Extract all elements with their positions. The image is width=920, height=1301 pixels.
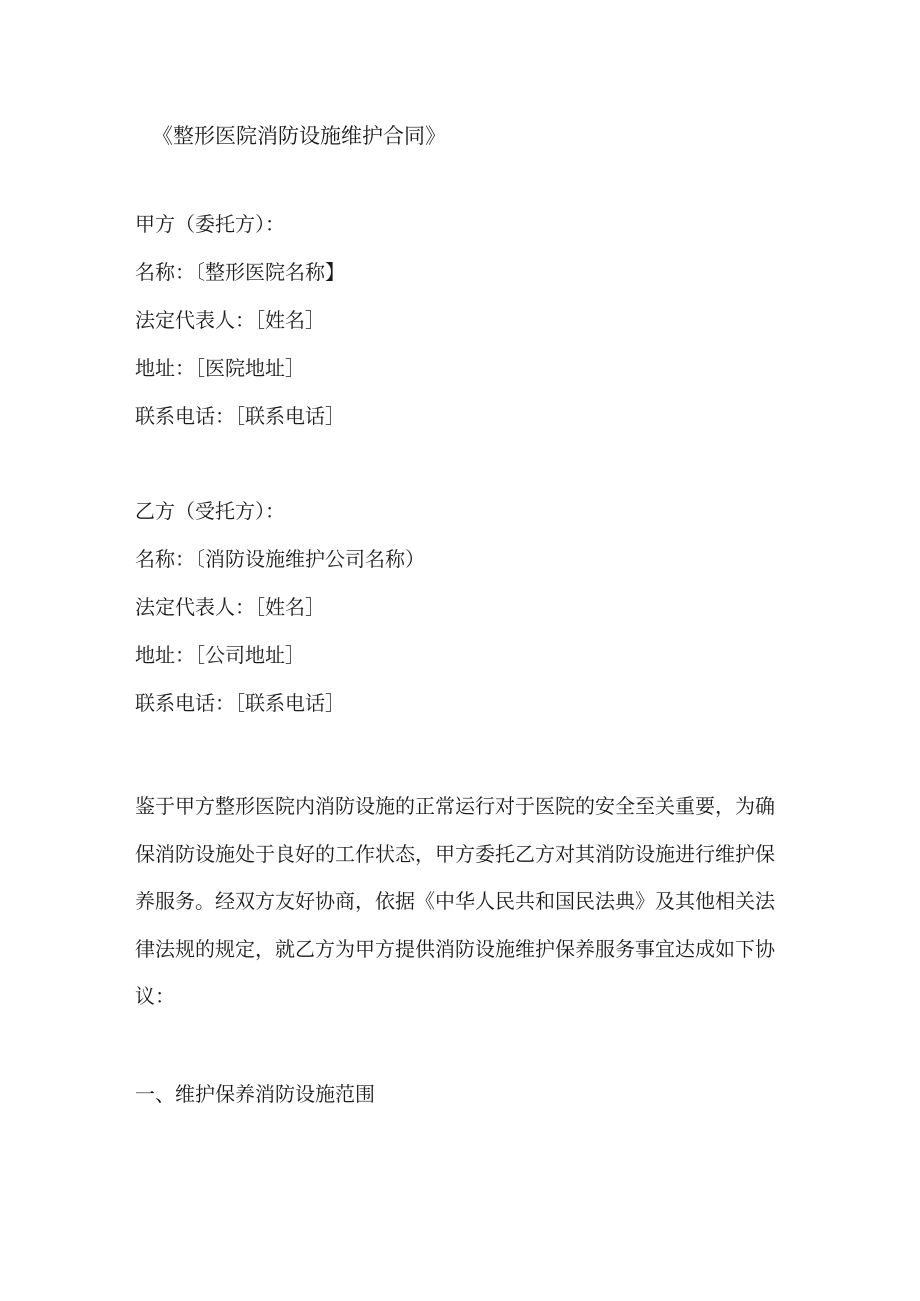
document-title: 《整形医院消防设施维护合同》 <box>152 124 446 148</box>
party-a-address: 地址：［医院地址］ <box>135 356 305 380</box>
party-a-name: 名称：〔整形医院名称】 <box>135 260 345 284</box>
party-a-phone: 联系电话：［联系电话］ <box>135 404 345 428</box>
section-1-heading: 一、维护保养消防设施范围 <box>135 1082 375 1106</box>
party-b-representative: 法定代表人：［姓名］ <box>135 595 325 619</box>
party-b-heading: 乙方（受托方）： <box>135 499 285 523</box>
preamble-paragraph: 鉴于甲方整形医院内消防设施的正常运行对于医院的安全至关重要，为确保消防设施处于良好的工作状态，甲方委托乙方对其消防设施进行维护保养服务。经双方友好协商，依据《中华人民共和国民法典》及其他相关法律法规的规定，就乙方为甲方提供消防设施维护保养服务事宜达成如下协议： <box>135 794 775 1008</box>
party-b-name: 名称：〔消防设施维护公司名称） <box>135 547 425 571</box>
party-b-phone: 联系电话：［联系电话］ <box>135 691 345 715</box>
party-a-representative: 法定代表人：［姓名］ <box>135 308 325 332</box>
party-b-address: 地址：［公司地址］ <box>135 643 305 667</box>
party-a-heading: 甲方（委托方）： <box>135 212 285 236</box>
